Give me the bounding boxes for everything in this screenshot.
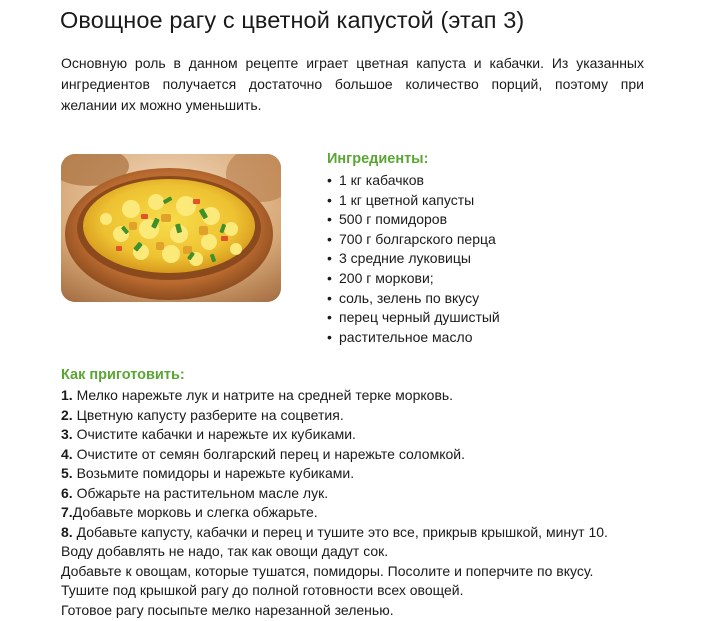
- ingredient-text: 1 кг цветной капусты: [339, 191, 475, 208]
- step-item: [61, 523, 608, 543]
- bullet-icon: •: [327, 230, 332, 247]
- step-text: Возьмите помидоры и нарежьте кубиками.: [72, 465, 355, 481]
- bullet-icon: •: [327, 211, 332, 228]
- intro-line: желании их можно уменьшить.: [61, 97, 262, 113]
- ingredient-item: [327, 308, 500, 328]
- steps-heading: Как приготовить:: [61, 367, 185, 383]
- dish-photo: [61, 154, 281, 302]
- step-item: [61, 445, 608, 465]
- intro-line: ингредиентов получается достаточно большое количество порций, поэтому при: [61, 76, 644, 92]
- bullet-icon: •: [327, 191, 332, 208]
- ingredients-heading: Ингредиенты:: [327, 151, 429, 167]
- ingredient-text: растительное масло: [339, 328, 473, 345]
- step-number: 8.: [61, 523, 73, 540]
- step-number: 7.: [61, 504, 73, 520]
- ingredient-item: [327, 171, 500, 191]
- ingredient-item: [327, 289, 500, 309]
- ingredients-list: [327, 171, 500, 347]
- ingredient-item: [327, 328, 500, 348]
- step-number: 4.: [61, 445, 73, 462]
- bullet-icon: •: [327, 250, 332, 267]
- step-text: Добавьте морковь и слегка обжарьте.: [72, 504, 318, 520]
- ingredient-text: 200 г моркови;: [339, 269, 434, 286]
- ingredient-text: 3 средние луковицы: [339, 250, 471, 267]
- step-number: 2.: [61, 406, 73, 423]
- ingredient-text: 700 г болгарского перца: [339, 230, 496, 247]
- ingredient-text: 1 кг кабачков: [339, 172, 424, 188]
- ingredient-item: [327, 269, 500, 289]
- bullet-icon: •: [327, 309, 332, 326]
- steps-section: [61, 366, 608, 620]
- step-item: [61, 386, 608, 406]
- page-title: Овощное рагу с цветной капустой (этап 3): [60, 7, 525, 33]
- step-number: 3.: [61, 426, 73, 442]
- intro-paragraph: [61, 53, 644, 116]
- step-item: [61, 425, 608, 445]
- bullet-icon: •: [327, 328, 332, 345]
- step-number: 6.: [61, 484, 73, 501]
- step-item: [61, 503, 608, 523]
- step-number: 5.: [61, 465, 73, 481]
- bullet-icon: •: [327, 269, 332, 286]
- step-note: Воду добавлять не надо, так как овощи дадут сок.: [61, 543, 389, 559]
- step-text: Очистите от семян болгарский перец и нарежьте соломкой.: [72, 445, 465, 462]
- step-item: [61, 406, 608, 426]
- step-note: Тушите под крышкой рагу до полной готовности всех овощей.: [61, 582, 464, 598]
- ingredient-item: [327, 249, 500, 269]
- bullet-icon: •: [327, 289, 332, 306]
- step-item: [61, 484, 608, 504]
- step-text: Мелко нарежьте лук и натрите на средней терке морковь.: [72, 387, 454, 403]
- ingredient-text: соль, зелень по вкусу: [339, 289, 480, 306]
- step-note: Добавьте к овощам, которые тушатся, помидоры. Посолите и поперчите по вкусу.: [61, 562, 594, 579]
- ingredient-item: [327, 191, 500, 211]
- step-note: Готовое рагу посыпьте мелко нарезанной зеленью.: [61, 601, 394, 618]
- step-item: [61, 464, 608, 484]
- bullet-icon: •: [327, 172, 332, 188]
- ingredient-item: [327, 210, 500, 230]
- ingredients-section: [327, 150, 500, 347]
- step-text: Очистите кабачки и нарежьте их кубиками.: [72, 426, 356, 442]
- ingredient-item: [327, 230, 500, 250]
- step-number: 1.: [61, 387, 73, 403]
- step-text: Цветную капусту разберите на соцветия.: [72, 406, 344, 423]
- step-text: Добавьте капусту, кабачки и перец и тушите это все, прикрыв крышкой, минут 10.: [72, 523, 608, 540]
- intro-line: Основную роль в данном рецепте играет цветная капуста и кабачки. Из указанных: [61, 55, 644, 71]
- ingredient-text: перец черный душистый: [339, 309, 500, 326]
- ingredient-text: 500 г помидоров: [339, 211, 448, 228]
- step-text: Обжарьте на растительном масле лук.: [72, 484, 329, 501]
